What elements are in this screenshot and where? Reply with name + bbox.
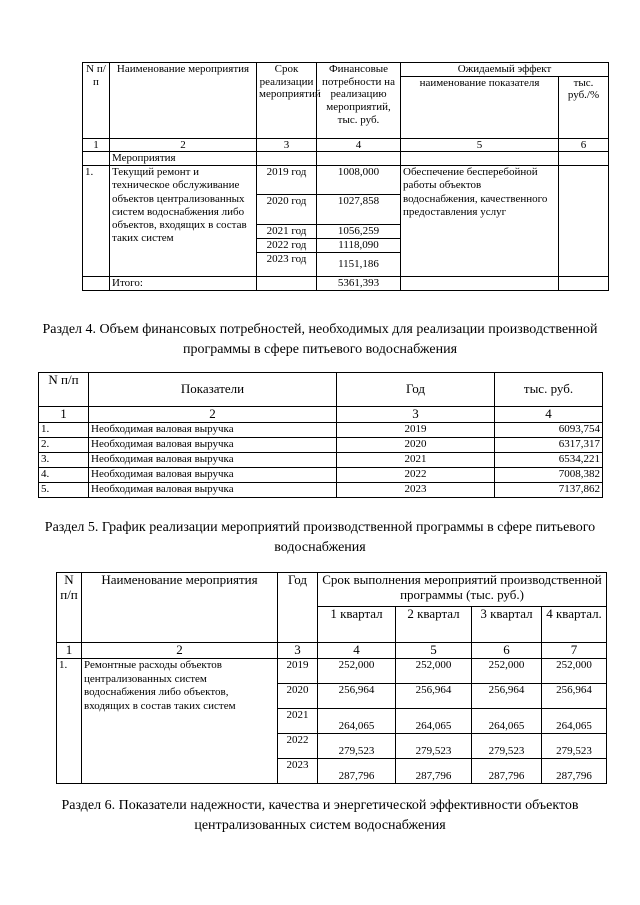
row-year: 2021: [337, 452, 495, 467]
header-indicators: Показатели: [89, 373, 337, 407]
header-effect: Ожидаемый эффект: [401, 63, 609, 77]
year-cell: 2019 год: [257, 166, 317, 195]
col-number: 1: [39, 407, 89, 423]
total-value: 5361,393: [317, 277, 401, 291]
q-cell: 264,065: [396, 708, 472, 733]
q-cell: 264,065: [472, 708, 542, 733]
header-q4: 4 квартал.: [542, 607, 607, 643]
header-indicator: наименование показателя: [401, 76, 559, 138]
header-num: N п/п: [39, 373, 89, 407]
col-number: 5: [401, 138, 559, 152]
expected-effect: Обеспечение бесперебойной работы объектов водоснабжения, качественного предоставления услуг: [401, 166, 559, 277]
schedule-table: [56, 572, 607, 784]
q-cell: 256,964: [318, 683, 396, 708]
total-label: Итого:: [110, 277, 257, 291]
q-cell: 252,000: [472, 658, 542, 683]
amount-cell: 1008,000: [317, 166, 401, 195]
col-number: 5: [396, 643, 472, 659]
q-cell: 279,523: [396, 733, 472, 758]
q-cell: 264,065: [318, 708, 396, 733]
row-year: 2022: [337, 467, 495, 482]
q-cell: 252,000: [318, 658, 396, 683]
year-cell: 2020: [278, 683, 318, 708]
table-row: 4.: [39, 467, 89, 482]
row-year: 2020: [337, 437, 495, 452]
col-number: 6: [559, 138, 609, 152]
section6-title: Раздел 6. Показатели надежности, качества и энергетической эффективности объектов централизованных систем водоснабжения: [61, 798, 579, 833]
q-cell: 279,523: [472, 733, 542, 758]
col-number: 3: [257, 138, 317, 152]
year-cell: 2023 год: [257, 253, 317, 277]
header-term: Срок выполнения мероприятий производственной программы (тыс. руб.): [318, 573, 607, 607]
col-number: 2: [82, 643, 278, 659]
amount-cell: 1056,259: [317, 225, 401, 239]
row-num: 1.: [83, 166, 110, 277]
row-amount: 6093,754: [495, 422, 603, 437]
row-name: Необходимая валовая выручка: [89, 437, 337, 452]
row-amount: 7008,382: [495, 467, 603, 482]
row-amount: 7137,862: [495, 482, 603, 497]
header-year: Год: [337, 373, 495, 407]
col-number: 1: [83, 138, 110, 152]
measures-table: [82, 62, 609, 291]
row-num: 1.: [57, 658, 82, 783]
q-cell: 256,964: [396, 683, 472, 708]
year-cell: 2022 год: [257, 239, 317, 253]
q-cell: 279,523: [318, 733, 396, 758]
q-cell: 287,796: [472, 758, 542, 783]
table-row: 1.: [39, 422, 89, 437]
table-row: 5.: [39, 482, 89, 497]
header-num: N п/п: [57, 573, 82, 643]
header-q3: 3 квартал: [472, 607, 542, 643]
header-name: Наименование мероприятия: [110, 63, 257, 139]
row-name: Необходимая валовая выручка: [89, 482, 337, 497]
q-cell: 287,796: [318, 758, 396, 783]
q-cell: 279,523: [542, 733, 607, 758]
q-cell: 256,964: [542, 683, 607, 708]
row-amount: 6317,317: [495, 437, 603, 452]
col-number: 4: [317, 138, 401, 152]
row-name: Необходимая валовая выручка: [89, 467, 337, 482]
row-amount: 6534,221: [495, 452, 603, 467]
col-number: 7: [542, 643, 607, 659]
measure-name: Текущий ремонт и техническое обслуживание объектов централизованных систем водоснабжения либо объектов, входящих в состав таких систем: [110, 166, 257, 277]
q-cell: 252,000: [542, 658, 607, 683]
year-cell: 2019: [278, 658, 318, 683]
year-cell: 2022: [278, 733, 318, 758]
col-number: 2: [110, 138, 257, 152]
header-q1: 1 квартал: [318, 607, 396, 643]
col-number: 3: [337, 407, 495, 423]
header-unit: тыс. руб./%: [559, 76, 609, 138]
col-number: 4: [318, 643, 396, 659]
col-number: 4: [495, 407, 603, 423]
col-number: 6: [472, 643, 542, 659]
row-year: 2023: [337, 482, 495, 497]
table-row: 3.: [39, 452, 89, 467]
financial-needs-table: [38, 372, 603, 498]
header-name: Наименование мероприятия: [82, 573, 278, 643]
row-name: Необходимая валовая выручка: [89, 452, 337, 467]
q-cell: 287,796: [396, 758, 472, 783]
col-number: 3: [278, 643, 318, 659]
year-cell: 2023: [278, 758, 318, 783]
header-q2: 2 квартал: [396, 607, 472, 643]
amount-cell: 1118,090: [317, 239, 401, 253]
q-cell: 264,065: [542, 708, 607, 733]
header-num: N п/п: [83, 63, 110, 139]
q-cell: 287,796: [542, 758, 607, 783]
header-year: Год: [278, 573, 318, 643]
section-label: Мероприятия: [110, 152, 257, 166]
amount-cell: 1151,186: [317, 253, 401, 277]
row-year: 2019: [337, 422, 495, 437]
year-cell: 2021 год: [257, 225, 317, 239]
header-amount: тыс. руб.: [495, 373, 603, 407]
col-number: 2: [89, 407, 337, 423]
section5-title: Раздел 5. График реализации мероприятий производственной программы в сфере питьевого водоснабжения: [44, 520, 596, 555]
q-cell: 252,000: [396, 658, 472, 683]
amount-cell: 1027,858: [317, 195, 401, 225]
row-name: Необходимая валовая выручка: [89, 422, 337, 437]
year-cell: 2021: [278, 708, 318, 733]
year-cell: 2020 год: [257, 195, 317, 225]
table-row: 2.: [39, 437, 89, 452]
q-cell: 256,964: [472, 683, 542, 708]
col-number: 1: [57, 643, 82, 659]
section4-title: Раздел 4. Объем финансовых потребностей, необходимых для реализации производственной программы в сфере питьевого водоснабжения: [42, 322, 598, 357]
header-term: Срок реализации мероприятий: [257, 63, 317, 139]
header-fin: Финансовые потребности на реализацию мероприятий, тыс. руб.: [317, 63, 401, 139]
measure-name: Ремонтные расходы объектов централизованных систем водоснабжения либо объектов, входящих в состав таких систем: [82, 658, 278, 783]
